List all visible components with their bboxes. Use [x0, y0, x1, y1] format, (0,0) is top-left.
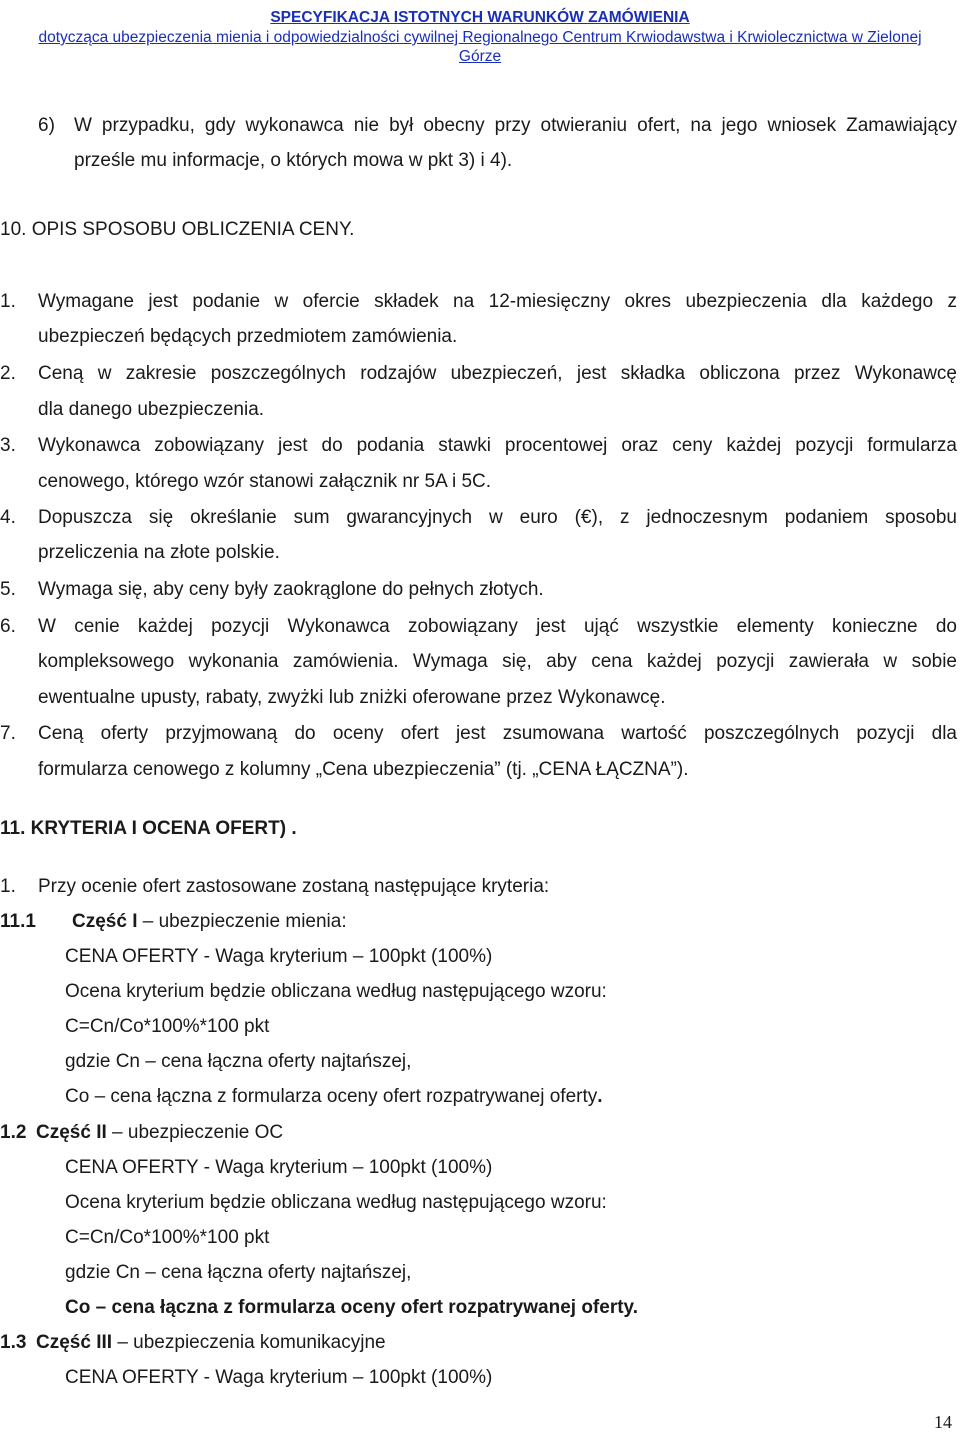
- criterion-weight: CENA OFERTY - Waga kryterium – 100pkt (100%): [65, 946, 493, 967]
- paragraph-line: dla danego ubezpieczenia.: [38, 399, 265, 420]
- formula-definition: Co – cena łączna z formularza oceny ofert rozpatrywanej oferty.: [65, 1297, 638, 1318]
- part-name: Część II: [36, 1122, 107, 1143]
- page-number: 14: [934, 1412, 952, 1432]
- subsection-heading: [36, 1331, 386, 1355]
- part-description: – ubezpieczenia komunikacyjne: [112, 1332, 386, 1353]
- item-number: 5.: [0, 579, 16, 600]
- paragraph-line: Wykonawca zobowiązany jest do podania stawki procentowej oraz ceny każdej pozycji formularza: [38, 435, 957, 456]
- paragraph-line: prześle mu informacje, o których mowa w pkt 3) i 4).: [74, 150, 513, 171]
- item-number: 1.: [0, 876, 16, 897]
- document-title: SPECYFIKACJA ISTOTNYCH WARUNKÓW ZAMÓWIENIA: [270, 9, 690, 26]
- paragraph-line: ewentualne upusty, rabaty, zwyżki lub zniżki oferowane przez Wykonawcę.: [38, 687, 666, 708]
- criterion-weight: CENA OFERTY - Waga kryterium – 100pkt (100%): [65, 1367, 493, 1388]
- formula-definition: Co – cena łączna z formularza oceny ofert rozpatrywanej oferty.: [65, 1086, 603, 1107]
- paragraph-line: cenowego, którego wzór stanowi załącznik nr 5A i 5C.: [38, 471, 492, 492]
- item-number: 4.: [0, 507, 16, 528]
- paragraph-line: Dopuszcza się określanie sum gwarancyjnych w euro (€), z jednoczesnym podaniem sposobu: [38, 507, 957, 528]
- section-heading: 11. KRYTERIA I OCENA OFERT) .: [0, 818, 297, 839]
- formula: C=Cn/Co*100%*100 pkt: [65, 1227, 270, 1248]
- paragraph-line: formularza cenowego z kolumny „Cena ubezpieczenia” (tj. „CENA ŁĄCZNA”).: [38, 759, 689, 780]
- paragraph-line: Wymagane jest podanie w ofercie składek na 12-miesięczny okres ubezpieczenia dla każdego z: [38, 291, 957, 312]
- part-description: – ubezpieczenie OC: [106, 1122, 284, 1143]
- subsection-number: 11.1: [0, 911, 36, 932]
- paragraph-line: Wymaga się, aby ceny były zaokrąglone do pełnych złotych.: [38, 579, 544, 600]
- item-number: 6): [38, 115, 55, 136]
- paragraph-line: Ceną w zakresie poszczególnych rodzajów ubezpieczeń, jest składka obliczona przez Wykonawcę: [38, 363, 957, 384]
- paragraph-line: kompleksowego wykonania zamówienia. Wymaga się, aby cena każdej pozycji zawierała w sobie: [38, 651, 957, 672]
- formula-intro: Ocena kryterium będzie obliczana według następującego wzoru:: [65, 1192, 607, 1213]
- formula: C=Cn/Co*100%*100 pkt: [65, 1016, 270, 1037]
- part-name: Część I: [72, 911, 138, 932]
- paragraph-line: przeliczenia na złote polskie.: [38, 542, 280, 563]
- item-number: 2.: [0, 363, 16, 384]
- paragraph-line: Ceną oferty przyjmowaną do oceny ofert jest zsumowana wartość poszczególnych pozycji dla: [38, 723, 957, 744]
- paragraph-line: W przypadku, gdy wykonawca nie był obecny przy otwieraniu ofert, na jego wniosek Zamawiający: [74, 115, 957, 136]
- item-number: 7.: [0, 723, 16, 744]
- formula-definition: gdzie Cn – cena łączna oferty najtańszej,: [65, 1051, 412, 1072]
- document-subtitle-line1: dotycząca ubezpieczenia mienia i odpowiedzialności cywilnej Regionalnego Centrum Krwiodawstwa i Krwiolecznictwa w Zielonej: [38, 29, 922, 46]
- formula-definition: gdzie Cn – cena łączna oferty najtańszej,: [65, 1262, 412, 1283]
- criterion-weight: CENA OFERTY - Waga kryterium – 100pkt (100%): [65, 1157, 493, 1178]
- paragraph-line: W cenie każdej pozycji Wykonawca zobowiązany jest ująć wszystkie elementy konieczne do: [38, 616, 957, 637]
- formula-intro: Ocena kryterium będzie obliczana według następującego wzoru:: [65, 981, 607, 1002]
- part-description: – ubezpieczenie mienia:: [137, 911, 347, 932]
- subsection-heading: [72, 910, 347, 934]
- subsection-number: 1.3: [0, 1332, 27, 1353]
- item-number: 3.: [0, 435, 16, 456]
- item-number: 6.: [0, 616, 16, 637]
- section-heading: 10. OPIS SPOSOBU OBLICZENIA CENY.: [0, 219, 355, 240]
- subsection-number: 1.2: [0, 1122, 27, 1143]
- subsection-heading: [36, 1121, 283, 1145]
- document-subtitle-line2: Górze: [458, 48, 502, 65]
- paragraph-line: ubezpieczeń będących przedmiotem zamówienia.: [38, 326, 458, 347]
- part-name: Część III: [36, 1332, 113, 1353]
- item-number: 1.: [0, 291, 16, 312]
- paragraph-line: Przy ocenie ofert zastosowane zostaną następujące kryteria:: [38, 876, 550, 897]
